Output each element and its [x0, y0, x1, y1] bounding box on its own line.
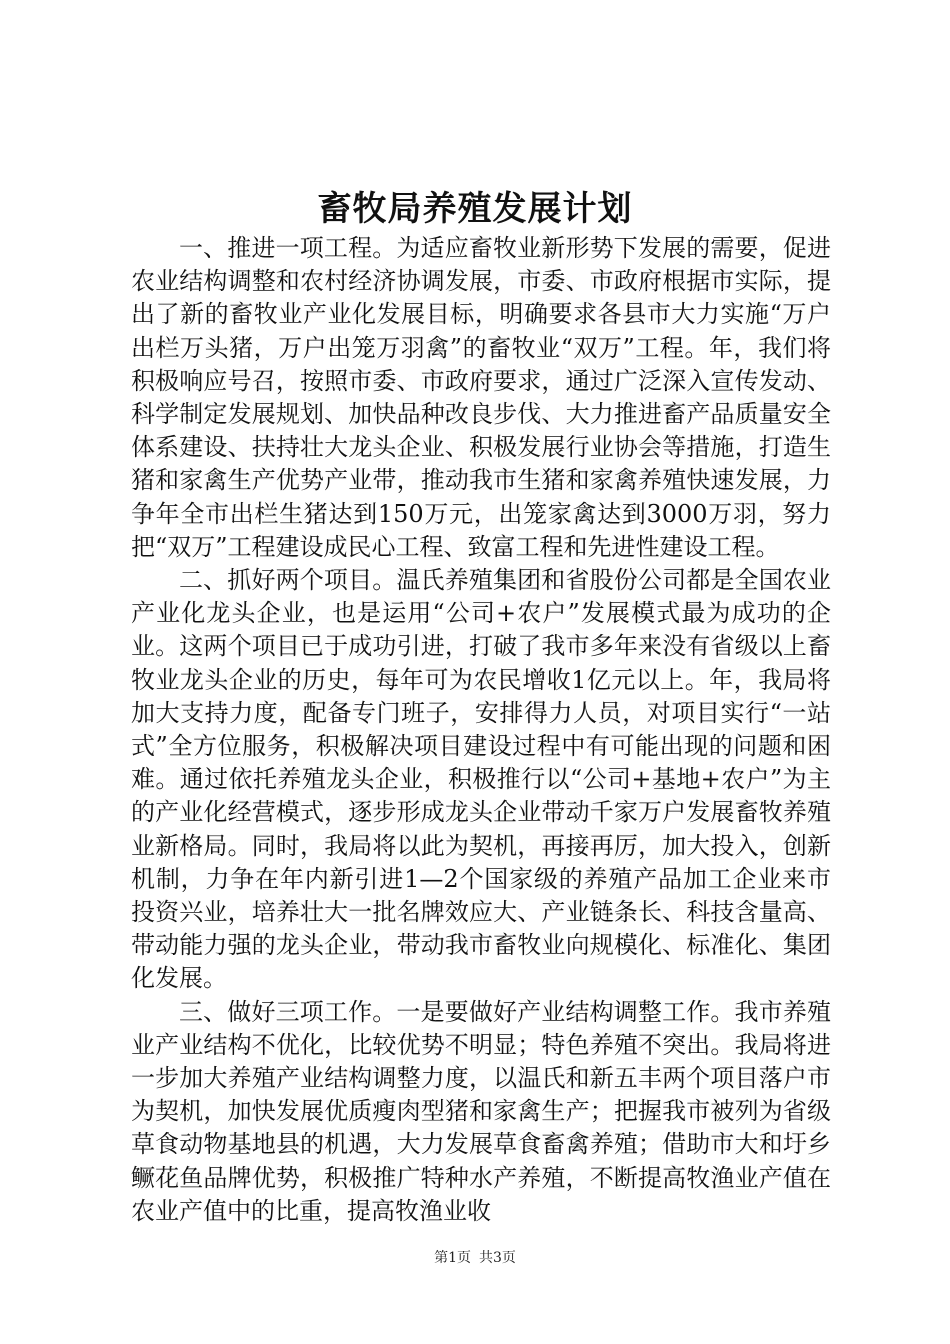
paragraph-3: 三、做好三项工作。一是要做好产业结构调整工作。我市养殖业产业结构不优化，比较优势不明显；特色养殖不突出。我局将进一步加大养殖产业结构调整力度，以温氏和新五丰两个项目落户市为契机，加快发展优质瘦肉型猪和家禽生产；把握我市被列为省级草食动物基地县的机遇，大力发展草食畜禽养殖；借助市大和圩乡鳜花鱼品牌优势，积极推广特种水产养殖，不断提高牧渔业产值在农业产值中的比重，提高牧渔业收: [131, 997, 831, 1225]
paragraph-2: 二、抓好两个项目。温氏养殖集团和省股份公司都是全国农业产业化龙头企业，也是运用“公司+农户”发展模式最为成功的企业。这两个项目已于成功引进，打破了我市多年来没有省级以上畜牧业龙头企业的历史，每年可为农民增收1亿元以上。年，我局将加大支持力度，配备专门班子，安排得力人员，对项目实行“一站式”全方位服务，积极解决项目建设过程中有可能出现的问题和困难。通过依托养殖龙头企业，积极推行以“公司+基地+农户”为主的产业化经营模式，逐步形成龙头企业带动千家万户发展畜牧养殖业新格局。同时，我局将以此为契机，再接再厉，加大投入，创新机制，力争在年内新引进1—2个国家级的养殖产品加工企业来市投资兴业，培养壮大一批名牌效应大、产业链条长、科技含量高、带动能力强的龙头企业，带动我市畜牧业向规模化、标准化、集团化发展。: [131, 566, 831, 993]
document-title: 畜牧局养殖发展计划: [317, 189, 633, 229]
page-total: 共3页: [479, 1250, 516, 1266]
document-body: [131, 232, 831, 1228]
paragraph-1: 一、推进一项工程。为适应畜牧业新形势下发展的需要，促进农业结构调整和农村经济协调发展，市委、市政府根据市实际，提出了新的畜牧业产业化发展目标，明确要求各县市大力实施“万户出栏万头猪，万户出笼万羽禽”的畜牧业“双万”工程。年，我们将积极响应号召，按照市委、市政府要求，通过广泛深入宣传发动、科学制定发展规划、加快品种改良步伐、大力推进畜产品质量安全体系建设、扶持壮大龙头企业、积极发展行业协会等措施，打造生猪和家禽生产优势产业带，推动我市生猪和家禽养殖快速发展，力争年全市出栏生猪达到150万元，出笼家禽达到3000万羽，努力把“双万”工程建设成民心工程、致富工程和先进性建设工程。: [131, 234, 831, 561]
page-number: 第1页: [434, 1250, 471, 1266]
page-footer: [0, 1248, 950, 1268]
